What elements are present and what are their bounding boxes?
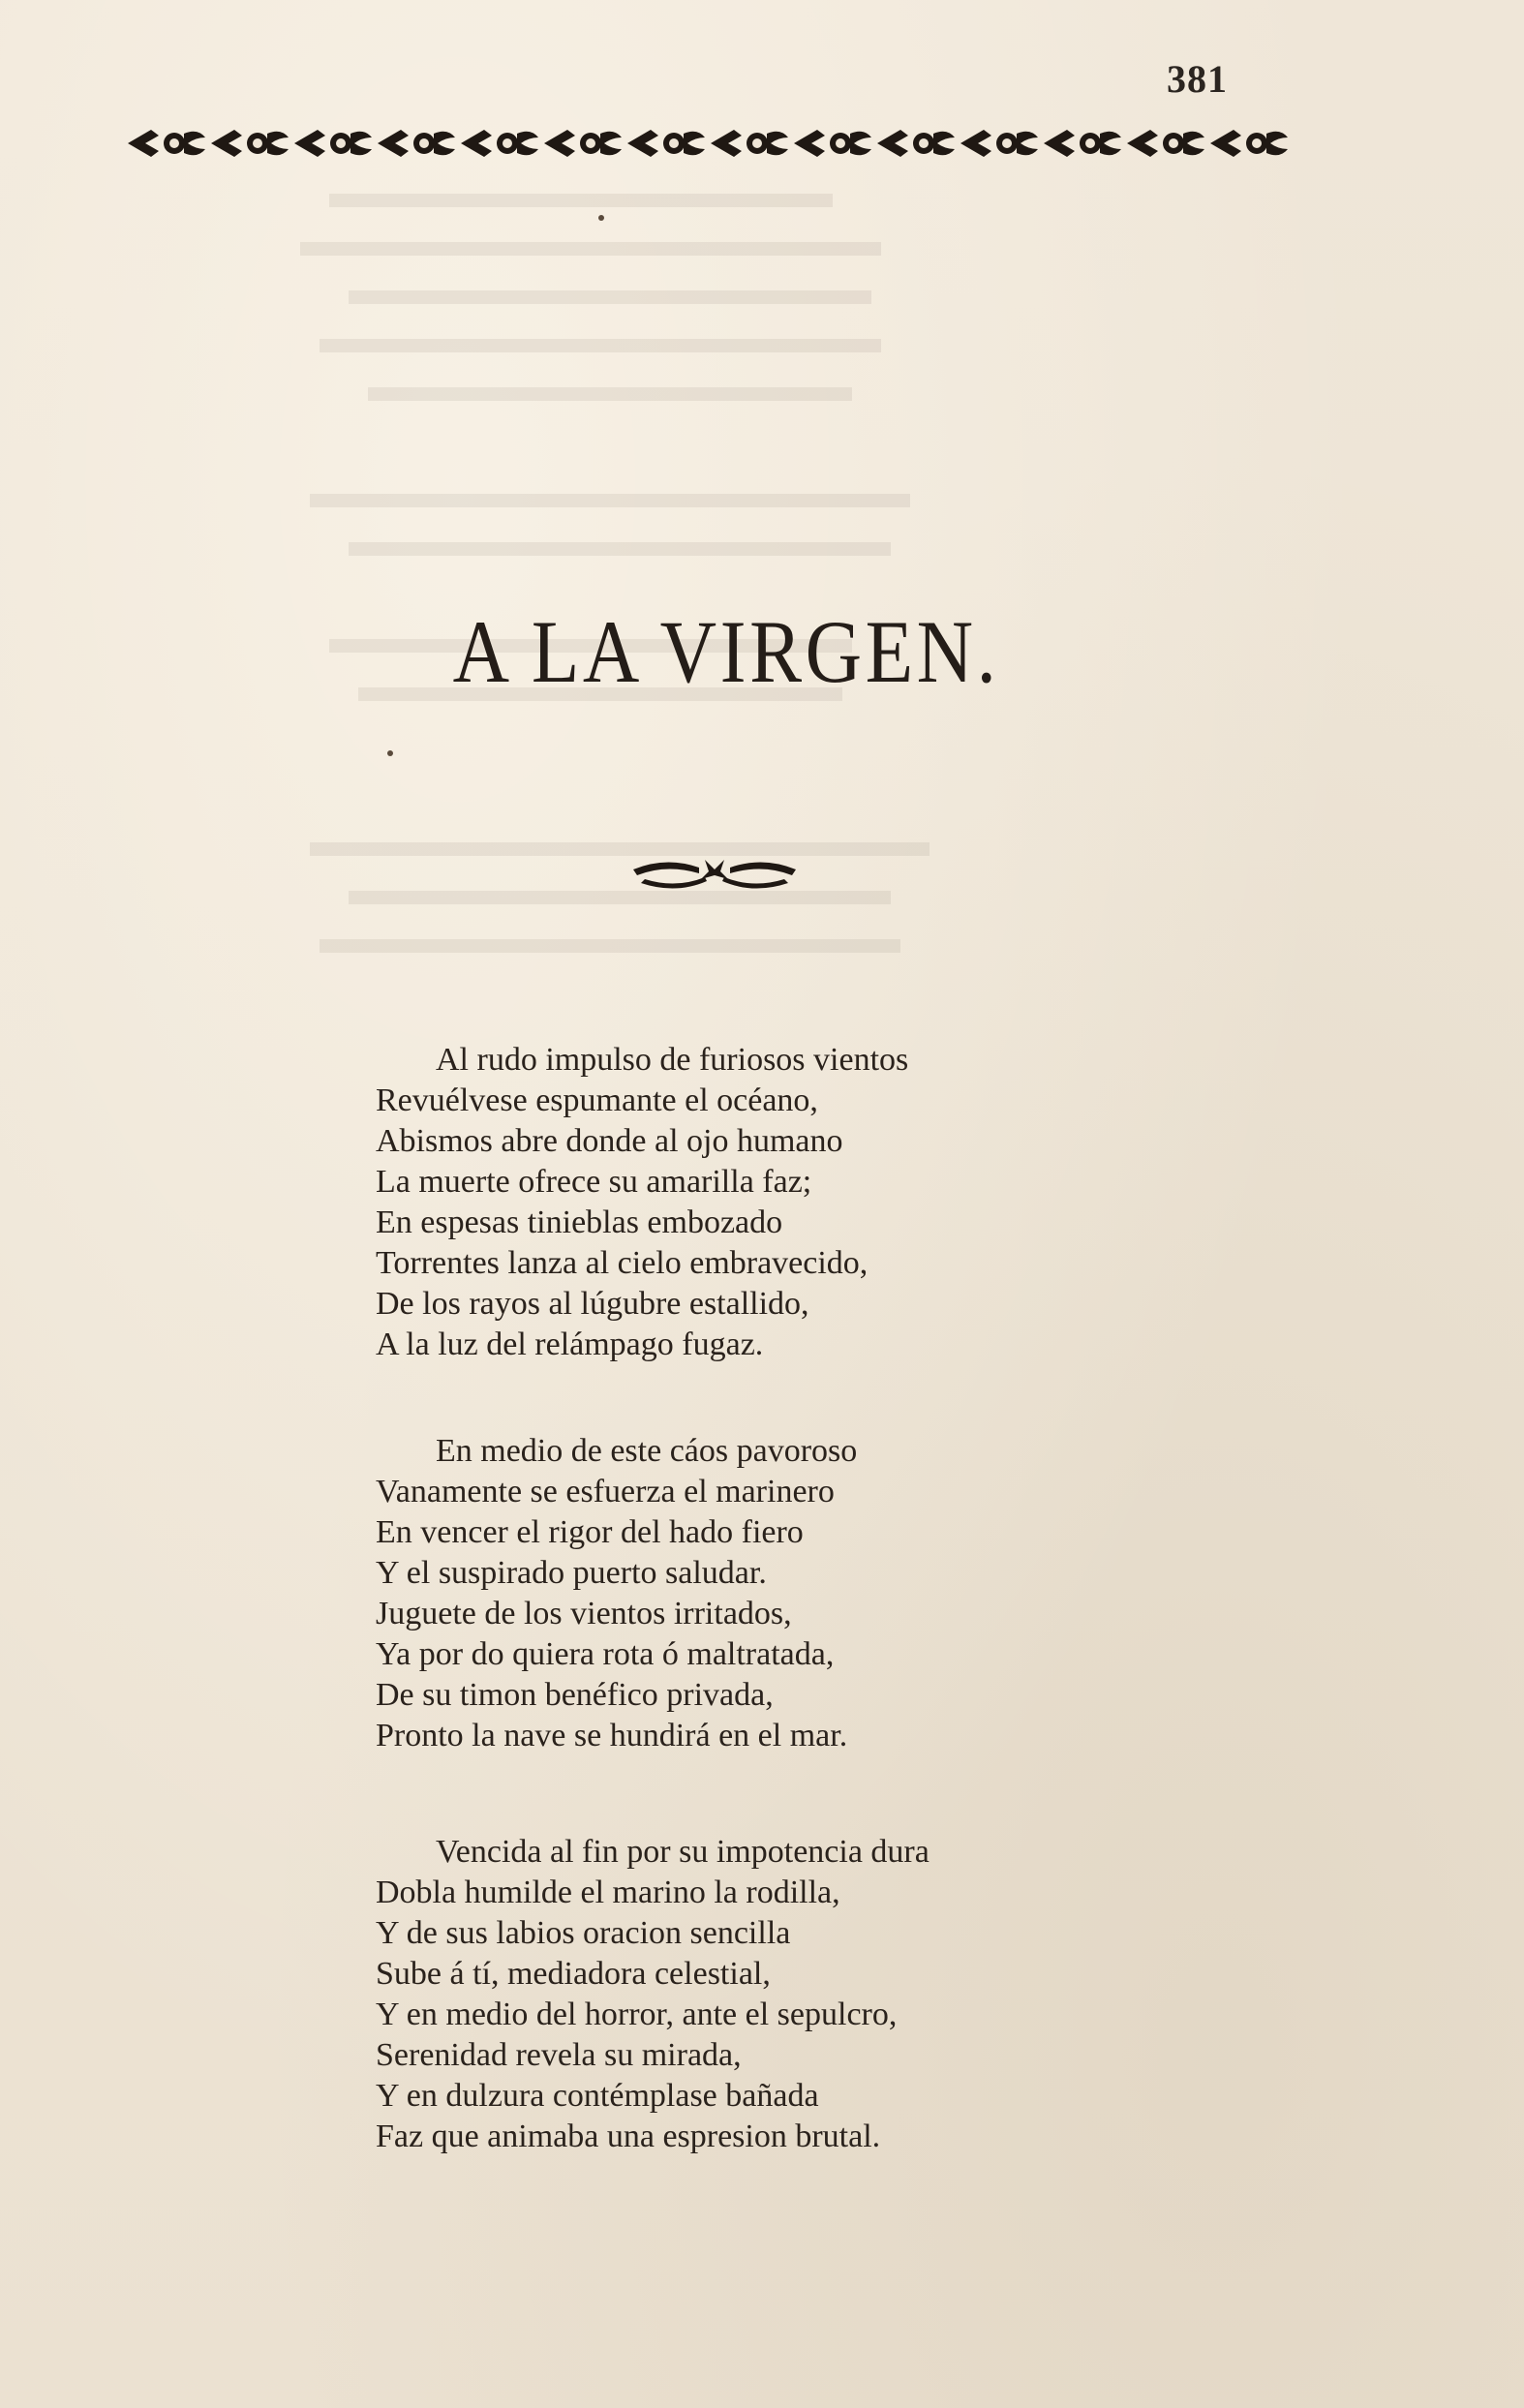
verse-line: Vanamente se esfuerza el marinero	[376, 1474, 835, 1509]
stanza-3	[376, 1832, 1150, 2157]
verse-line: Ya por do quiera rota ó maltratada,	[376, 1636, 835, 1672]
verse-line: Y en dulzura contémplase bañada	[376, 2078, 819, 2114]
verse-line: De los rayos al lúgubre estallido,	[376, 1286, 809, 1322]
verse-line: Pronto la nave se hundirá en el mar.	[376, 1718, 848, 1753]
verse-line: Faz que animaba una espresion brutal.	[376, 2118, 881, 2154]
ink-speck	[598, 215, 604, 221]
verse-line: De su timon benéfico privada,	[376, 1677, 774, 1713]
verse-line: Dobla humilde el marino la rodilla,	[376, 1875, 840, 1910]
verse-line: Y de sus labios oracion sencilla	[376, 1915, 791, 1951]
verse-line: Sube á tí, mediadora celestial,	[376, 1956, 771, 1992]
verse-line: Abismos abre donde al ojo humano	[376, 1123, 843, 1159]
ink-speck	[387, 750, 393, 756]
verse-line: Y el suspirado puerto saludar.	[376, 1555, 767, 1591]
verse-line: Al rudo impulso de furiosos vientos	[436, 1042, 909, 1078]
verse-line: Juguete de los vientos irritados,	[376, 1596, 792, 1631]
poem-title: A LA VIRGEN.	[452, 602, 1000, 701]
fleuron-icon	[627, 850, 802, 895]
floral-band-icon	[124, 114, 1319, 168]
stanza-1	[376, 1040, 1150, 1365]
verse-line: Torrentes lanza al cielo embravecido,	[376, 1245, 869, 1281]
verse-line: En espesas tinieblas embozado	[376, 1204, 783, 1240]
verse-line: La muerte ofrece su amarilla faz;	[376, 1164, 812, 1200]
stanza-2	[376, 1431, 1150, 1756]
verse-line: Vencida al fin por su impotencia dura	[436, 1834, 930, 1870]
verse-line: En vencer el rigor del hado fiero	[376, 1514, 804, 1550]
verse-line: Serenidad revela su mirada,	[376, 2037, 742, 2073]
verse-line: Revuélvese espumante el océano,	[376, 1082, 818, 1118]
verse-line: A la luz del relámpago fugaz.	[376, 1326, 764, 1362]
verse-line: En medio de este cáos pavoroso	[436, 1433, 858, 1469]
verse-line: Y en medio del horror, ante el sepulcro,	[376, 1997, 898, 2032]
page-number: 381	[1167, 57, 1228, 101]
